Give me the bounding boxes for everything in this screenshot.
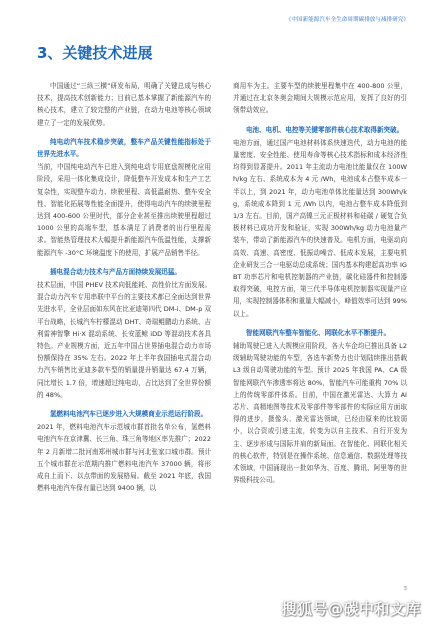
heading-intelligent-connected: 智能网联汽车整车智能化、网联化水平不断提升。 (246, 328, 391, 337)
paragraph-bev-tech: 当前，中国纯电动汽车已进入到纯电动专用底盘规模化应用阶段，采用一体化集成设计，降低整车开发成本和生产工艺复杂性，实现整车动力、续驶里程、高低温耐热、整车安全性、智能化拓展等性能全面提升，使得电动汽车的续驶里程达到 400-600 公里时代，部分企业甚至推出续驶里程超过 1000 公里的高端车型，基本满足了消费者的出行里程需求。智能热管理技术大幅提升新能源汽车低温性能，支撑新能源汽车 -30°C 环境温度下的使用，扩展产品销售半径。 (37, 163, 211, 257)
left-text-column (37, 80, 211, 502)
paragraph-intelligent-connected: 辅助驾驶已进入大规模应用阶段，各大车企均已推出具备 L2 级辅助驾驶功能的车型，各选车新势力也计划陆续推出搭载 L3 级自动驾驶功能的车型。预计 2025 年我国 PA、CA 级智能网联汽车渗透率将达 80%，智能汽车可能重构 70% 以上的传统零部件体系。目前，中国在激光雷达、大算力 AI 芯片、高精地图等技术及零部件等零部件的实际应用方面取得的进步，摄像头、激光雷达领域，已经由原来的比较弱小，以合资或引进主流，转变为以自主技术、自行开发为主、逐步形成与国际并肩的新局面。在智能化、网联化相关的核心软件，特别是在操作系统、信息通信、数据处理等技术领域，中国涌现出一批如华为、百度、腾讯、阿里等的世界级科技公司。 (233, 342, 407, 485)
sohu-watermark: 搜狐号@碳中和文库 (281, 600, 421, 618)
section-title: 3、关键技术进展 (37, 44, 153, 62)
right-text-column (233, 80, 407, 494)
paragraph-components: 电池方面，通过国产电池材料体系快速迭代，动力电池的能量密度、安全性能、使用寿命等核心技术指标和成本经济性均得到显著提升。2011 年主流动力电池比能量仅在 100Wh/kg 左右、系统成本为 4 元 /Wh，电池成本占整车成本一半以上，到 2021 年，动力电池单体比能量达到 300Wh/kg，系统成本降到 1 元 /Wh 以内，电池占整车成本降低到 1/3 左右。目前，国产高镍三元正极材料和硅碳 / 硬复合负极材料已成功开发和验证，实现 300Wh/kg 动力电池量产装车，带动了新能源汽车的快速普及。电机方面，电驱动向高效、高速、高密度、低振动噪音、低成本发展，主要电机企业研发三合一电驱动总成系统；国内基本构建起高功率 IGBT 功率芯片和电机控制器的产业链，碳化硅器件和控制器取得突破，电控方面，第三代半导体电机控制器实现量产应用，实现控制器体积和重量大幅减小，峰值效率可达到 99% 以上。 (233, 138, 407, 318)
heading-fuel-cell: 氢燃料电池汽车已逐步进入大规模商业示范运行阶段。 (50, 410, 208, 419)
heading-bev-tech: 纯电动汽车技术稳步突破，整车产品关键性能指标处于世界先进水平。 (37, 137, 211, 159)
page-number: 3 (403, 586, 407, 592)
report-header-title: 《中国新能源汽车全生命周期碳排放与减排研究》 (285, 17, 409, 23)
paragraph-phev-tech: 技术层面，中国 PHEV 技术向低能耗、高性价比方面发展。混合动力汽车专用串联中平台的主要技术都已全面达到世界先进水平，全业层面如东风在比亚迪第四代 DM-i、DM-p 双平台战略，长城汽车柠檬混动 DHT、奇瑞鲲鹏动力系统、吉利雷神智擎 Hi·X 混动系统、长安蓝鲸 iDD 等混动技术各具特色。产业规模方面，近五年中国占世界插电混合动力市场份额保持在 35% 左右。2022 年上半年我国插电式混合动力汽车销售比亚迪多款车型的销量提升销量达 67.4 万辆，同比增长 1.7 倍，增速超过纯电动，占比达到了全世界份额的 48%。 (37, 281, 211, 399)
heading-components: 电池、电机、电控等关键零部件核心技术取得新突破。 (246, 125, 404, 134)
paragraph-fuel-cell-continued: 商用车为主。主要车型的续驶里程集中在 400-800 公里，并通过在北京冬奥会期间大规模示范应用，发挥了良好的引领带动效应。 (233, 82, 407, 115)
intro-paragraph: 中国通过“三纵三横”研发布局，明确了关键总成与核心技术，提高技术创新能力；目前已基本掌握了新能源汽车的核心技术，建立了较完整的产业链，在动力电池等核心领域建立了一定的发展优势。 (37, 82, 211, 127)
heading-phev-tech: 插电混合动力技术与产品方面持续发展迅猛。 (50, 267, 181, 276)
paragraph-fuel-cell: 2021 年，燃料电池汽车示范城市群首批名单公布，氢燃料电池汽车在京津冀、长三角、珠三角等地区率先推广；2022 年 2 月新增二批河南郑州城市群与河北张家口城市群。预计五个城市群在示范期内推广燃料电池汽车 37000 辆，将形成自上而下、以点带面的发展格局。截至 2021 年底，我国燃料电池汽车保有量已达到 9400 辆，以 (37, 423, 211, 493)
